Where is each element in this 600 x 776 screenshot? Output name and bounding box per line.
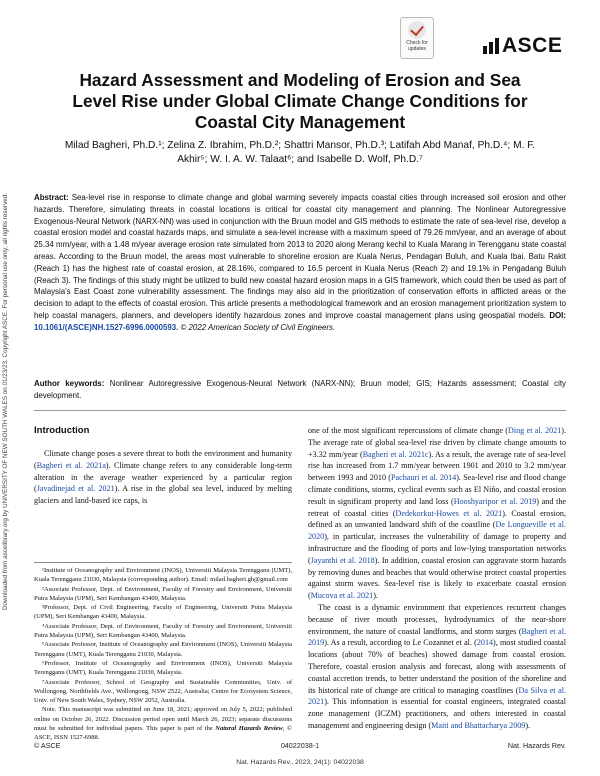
section-heading-introduction: Introduction: [34, 425, 90, 436]
footnote-1: ¹Institute of Oceanography and Environment (INOS), Universiti Malaysia Terengganu (UMT), Kuala Terengganu 21030, Malaysia (corresponding author). Email: milad.bagheri.gh@gmail.com: [34, 567, 292, 584]
section-divider: [34, 410, 566, 411]
citation-link[interactable]: Maiti and Bhattacharya 2009: [431, 720, 526, 730]
citation-link[interactable]: De Longueville et al. 2020: [308, 520, 566, 542]
asce-logo-text: ASCE: [502, 34, 563, 57]
citation-link[interactable]: Da Silva et al. 2021: [308, 685, 566, 707]
intro-right-column: [308, 425, 566, 732]
citation-link[interactable]: Mucova et al. 2021: [310, 591, 374, 601]
intro-paragraph: [308, 602, 566, 732]
text-run: ).: [373, 591, 378, 601]
badge-line1: Check for: [406, 40, 428, 46]
footnote-7: ⁷Associate Professor, School of Geography and Sustainable Communities, Univ. of Wollongong, Northfields Ave., Wollongong, NSW 2522, Australia; Centre for Ecosystem Science, Univ. of New South Wales, Sydney, NSW 2052, Australia.: [34, 678, 292, 705]
text-run: ) and the retreat of coastal cities (: [308, 496, 566, 518]
text-run: ), in particular, increases the vulnerability of damage to property and infrastructure and the flooding of ports and low-lying transportation networks (: [308, 532, 566, 565]
text-run: ). The average rate of global sea-level rise driven by climate change amounts to +3.32 mm/year (: [308, 426, 566, 459]
author-list: Milad Bagheri, Ph.D.¹; Zelina Z. Ibrahim, Ph.D.²; Shattri Mansor, Ph.D.³; Latifah Abd Manaf, Ph.D.⁴; M. F. Akhir⁵; W. I. A. W. Talaat⁶; and Isabelle D. Wolf, Ph.D.⁷: [64, 140, 536, 165]
footnote-4: ⁴Associate Professor, Dept. of Environment, Faculty of Forestry and Environment, Universiti Putra Malaysia (UPM), Seri Kembangan 43400, Malaysia.: [34, 622, 292, 640]
text-run: ). As a result, according to Le Cozannet et al. (: [324, 638, 477, 648]
check-for-updates-badge[interactable]: [400, 17, 434, 59]
text-run: ). Coastal erosion, defined as an unwanted landward shift of the coastline (: [308, 508, 566, 530]
footnote-3: ³Professor, Dept. of Civil Engineering, Faculty of Engineering, Universiti Putra Malaysia (UPM), Seri Kembangan 43400, Malaysia.: [34, 604, 292, 621]
citation-link[interactable]: Ding et al. 2021: [508, 426, 562, 435]
note-issn: , © ASCE, ISSN 1527-6988.: [34, 725, 292, 742]
note-text: Note. This manuscript was submitted on June 18, 2021; approved on July 5, 2022; published online on October 26, 2022. Discussion period open until March 26, 2023; separate discussions must be submitted for individual papers. This paper is part of the: [34, 706, 292, 733]
footer-page-id: 04022038-1: [280, 741, 320, 750]
footnote-rule: [34, 562, 292, 563]
paper-title: Hazard Assessment and Modeling of Erosion and Sea Level Rise under Global Climate Change Conditions for Coastal City Management: [72, 70, 528, 132]
note-journal: Natural Hazards Review: [215, 725, 283, 733]
intro-paragraph: [308, 425, 566, 602]
footnotes: [34, 566, 292, 743]
citation-line: Nat. Hazards Rev., 2023, 24(1): 04022038: [236, 759, 364, 766]
text-run: ), most studied coastal locations (about 70% of beaches) showed damage from coastal erosion. Therefore, coastal erosion analysis and forecast, along with assessments of coastal accretion trends, to better understand the position of the shoreline and its historical rate of change are critical to managing coastlines (: [308, 638, 566, 695]
text-run: ). Climate change refers to any considerable long-term alteration in the average weather experienced by a particular region (: [34, 460, 292, 494]
citation-link[interactable]: Dedekorkut-Howes et al. 2021: [395, 508, 503, 518]
submission-note: [34, 705, 292, 742]
citation-link[interactable]: Javadinejad et al. 2021: [36, 484, 115, 494]
intro-paragraph: [34, 448, 292, 507]
abstract: [34, 192, 566, 334]
download-sidebar: [0, 10, 14, 620]
keywords-text: Nonlinear Autoregressive Exogenous-Neural Network (NARX-NN); Bruun model; GIS; Hazards assessment; Coastal city development.: [34, 379, 566, 400]
doi-label: DOI:: [549, 310, 566, 320]
text-run: one of the most significant repercussions of climate change (: [308, 426, 509, 435]
asce-logo-icon: [483, 38, 499, 54]
check-icon: [408, 21, 426, 39]
text-run: ). Sea-level rise and flood change climate conditions, storms, cyclical events such as El Niño, and coastal erosion result in significant property and land loss (: [308, 473, 566, 506]
abstract-text: Sea-level rise in response to climate change and global warming severely impacts coastal cities through increased soil erosion and other hazards. Therefore, simulating threats in coastal locations is critical for coastal city management and planning. The Nonlinear Autoregressive Exogenous-Neural Network (NARX-NN) was used in conjunction with the Bruun model and GIS methods to estimate the rate of sea-level rise, develop a coastal erosion model and coastal hazards maps, and simulate a sea-level increase with a maximum speed of 79.26 mm/year, and an average of about 25.34 mm/year, with a 1.48 m/year average erosion rate simulated from 2013 to 2020 along Merang kechil to Kuala Marang in Terengganu state coastal areas. According to the Bruun model, the areas most vulnerable to shoreline erosion are Kuala Nerus, Pendagan Buluh, and Kuala Ibai. Batu Rakit (Reach 1) has the highest rate of coastal erosion, at 28.16%, compared to 16.5 percent in Kuala Nerus (Reach 2) and 19.1% in Pengadang Buluh (Reach 3). The findings of this study might be utilized to build new coastal hazard erosion maps in a GIS framework, which could then be used as part of Malaysia's East Coast zone vulnerability assessment. The findings may also aid in the prioritization of conservation efforts in afflicted areas or the decision to adapt to the effects of coastal erosion. This article presents a methodological framework and an erosion management prioritization system to help coastal managers, planners, and developers identify hazardous zones and improve coastal management plans using geospatial models.: [34, 193, 566, 320]
citation-link[interactable]: Bagheri et al. 2021c: [362, 449, 429, 459]
text-run: ). In addition, coastal erosion can aggravate storm hazards by removing dunes and beaches that would otherwise protect coastal properties against storm waves. Sea-level rise is likely to exacerbate coastal erosion (: [308, 555, 566, 601]
keywords-label: Author keywords:: [34, 379, 105, 388]
footnote-2: ²Associate Professor, Dept. of Environment, Faculty of Forestry and Environment, Universiti Putra Malaysia (UPM), Seri Kembangan 43400, Malaysia.: [34, 585, 292, 602]
text-run: Climate change poses a severe threat to both the environment and humanity (: [34, 449, 292, 470]
citation-link[interactable]: Bagheri et al. 2019: [308, 626, 566, 648]
citation-link[interactable]: Hooshyaripor et al. 2019: [453, 496, 537, 506]
text-run: The coast is a dynamic environment that experiences recurrent changes because of river mouth processes, hydrodynamics of the near-shore environment, the nature of coastal landforms, and storm surges (: [308, 602, 566, 636]
download-note: Downloaded from ascelibrary.org by UNIVERSITY OF NEW SOUTH WALES on 01/23/23. Copyright ASCE. For personal use only; all rights reserved.: [2, 192, 9, 610]
citation-link[interactable]: Bagheri et al. 2021a: [36, 460, 106, 470]
citation-link[interactable]: 2014: [476, 638, 494, 648]
asce-logo: [483, 34, 562, 58]
citation-link[interactable]: Jayanthi et al. 2018: [310, 555, 375, 565]
abstract-label: Abstract:: [34, 193, 69, 202]
footer-copyright: © ASCE: [34, 741, 61, 750]
text-run: ).: [525, 720, 531, 730]
text-run: ). A rise in the global sea level, induced by melting glaciers and land-based ice caps, is: [34, 484, 292, 506]
badge-line2: updates: [408, 46, 426, 52]
footnote-5: ⁵Associate Professor, Institute of Oceanography and Environment (INOS), Universiti Malaysia Terengganu (UMT), Kuala Terengganu 21030, Malaysia.: [34, 641, 292, 658]
citation-link[interactable]: Pachauri et al. 2014: [391, 473, 457, 483]
intro-left-column: [34, 448, 292, 507]
copyright-notice: © 2022 American Society of Civil Engineers.: [180, 322, 336, 332]
author-keywords: [34, 378, 566, 402]
footnote-6: ⁶Professor, Institute of Oceanography and Environment (INOS), Universiti Malaysia Terengganu (UMT), Kuala Terengganu 21030, Malaysia.: [34, 659, 292, 677]
text-run: ). As a result, the average rate of sea-level rise has increased from 1.7 mm/year between 1901 and 2010 to 3.2 mm/year between 1993 and 2010 (: [308, 449, 566, 483]
text-run: ). This information is essential for coastal engineers, integrated coastal zone management (ICZM) practitioners, and others interested in coastal management and engineering design (: [308, 697, 566, 730]
footer-journal: Nat. Hazards Rev.: [507, 741, 566, 750]
doi-link[interactable]: 10.1061/(ASCE)NH.1527-6996.0000593.: [34, 322, 179, 332]
